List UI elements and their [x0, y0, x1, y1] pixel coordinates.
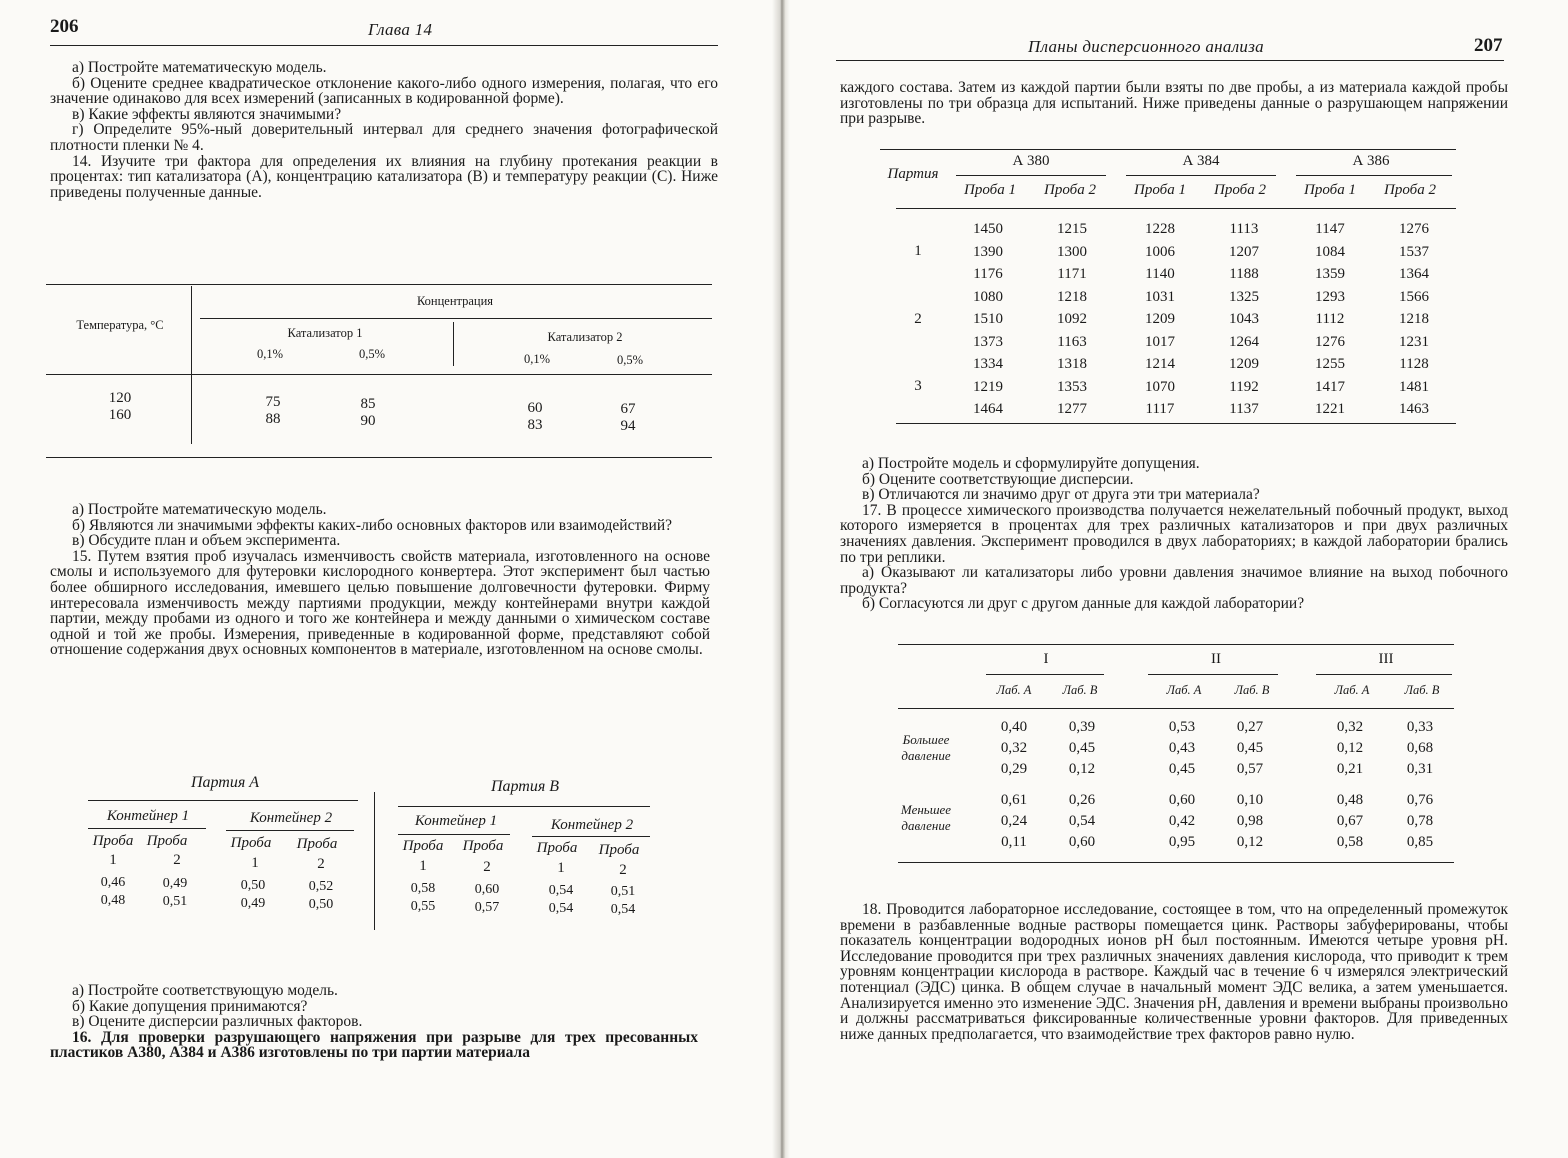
item-a: а) Постройте соответствующую модель. — [72, 982, 338, 999]
data-column: 0,53 0,43 0,45 — [1168, 719, 1196, 777]
data-column: 1113 1207 1188 1325 1043 1264 1209 1192 1137 — [1229, 221, 1259, 417]
data-column: 0,48 0,67 0,58 — [1336, 792, 1364, 850]
data-column: 0,58 0,55 — [410, 881, 436, 914]
data-column: 0,39 0,45 0,12 — [1068, 719, 1096, 777]
proba-number: 2 — [173, 852, 181, 868]
proba-number: 2 — [619, 862, 627, 878]
problem-14: 14. Изучите три фактора для определения их влияния на глубину протекания реакции в процентах: тип катализатора (А), концентрацию катализатора (В) и температуру реакции (С). Ниже приведены полученные данные. — [50, 152, 718, 201]
item-v: в) Обсудите план и объем эксперимента. — [72, 532, 341, 550]
data-column: 0,61 0,24 0,11 — [1000, 792, 1028, 850]
conc-label: 0,1% — [256, 347, 284, 361]
data-column: 0,60 0,57 — [474, 882, 500, 915]
data-column: 1147 1084 1359 1293 1112 1276 1255 1417 1221 — [1315, 221, 1345, 417]
text-block-2 — [840, 456, 1508, 612]
proba-number: 1 — [557, 860, 565, 876]
item-b: б) Оцените среднее квадратическое отклонение какого-либо одного измерения, полагая, что его значение одинаково для всех измерений (записанных в кодированной форме). — [50, 74, 718, 108]
partiya-a: Партия А — [190, 774, 260, 791]
problem-15: 15. Путем взятия проб изучалась изменчивость свойств материала, изготовленного на основе смолы и используемого для футеровки кислородного конвертера. Этот эксперимент был частью более обширного исследования, имевшего целью повышение долговечности футеровки. Фирму интересовала изменчивость между партиями продукции, между контейнерами внутри каждой партии, между пробами из одного и того же контейнера и между данными о химическом составе одной и той же пробы. Измерения, приведенные в кодированной форме, представляют собой отношение содержания двух основных компонентов в материале, изготовленном на основе смолы. — [50, 547, 710, 659]
text-block-1 — [840, 80, 1508, 127]
conc-label: 0,5% — [616, 353, 644, 367]
low-pressure-label: Меньшее давление — [900, 802, 952, 833]
item-g: г) Определите 95%-ный доверительный интервал для среднего значения фотографической плотности пленки № 4. — [50, 121, 718, 154]
lab-header: Лаб. В — [1234, 683, 1270, 697]
proba-header: Проба 2 — [1044, 182, 1096, 198]
container-header: Контейнер 1 — [414, 813, 498, 829]
lab-header: Лаб. А — [1334, 683, 1370, 697]
proba-header: Проба 2 — [1384, 182, 1436, 198]
item-b: б) Оцените соответствующие дисперсии. — [862, 470, 1134, 488]
temperature-values: 120 160 — [108, 390, 132, 423]
data-column: 0,51 0,54 — [610, 884, 636, 917]
partiya-header: Партия — [887, 166, 939, 182]
lab-header: Лаб. В — [1062, 683, 1098, 697]
cell-values: 60 83 — [527, 400, 543, 433]
proba-label: Проба — [598, 842, 640, 858]
proba-number: 1 — [109, 852, 117, 868]
proba-label: Проба — [536, 840, 578, 856]
item-a: а) Постройте математическую модель. — [72, 59, 327, 76]
proba-label: Проба — [296, 836, 338, 852]
temp-header: Температура, °С — [76, 318, 164, 332]
running-head: Планы дисперсионного анализа — [1028, 37, 1264, 56]
data-column: 0,32 0,12 0,21 — [1336, 719, 1364, 777]
page-number: 206 — [50, 16, 79, 37]
running-head: Глава 14 — [368, 20, 433, 39]
proba-header: Проба 1 — [964, 182, 1016, 198]
catalyst-header: I — [1043, 651, 1049, 667]
text-block-2 — [50, 502, 710, 658]
item-v: в) Какие эффекты являются значимыми? — [72, 105, 342, 123]
container-header: Контейнер 1 — [106, 808, 190, 824]
item-b: б) Являются ли значимыми эффекты каких-либо основных факторов или взаимодействий? — [72, 516, 673, 534]
lab-header: Лаб. В — [1404, 683, 1440, 697]
lab-header: Лаб. А — [996, 683, 1032, 697]
item-v: в) Оцените дисперсии различных факторов. — [72, 1013, 363, 1031]
page-number: 207 — [1474, 35, 1503, 56]
proba-number: 1 — [419, 858, 427, 874]
data-column: 1228 1006 1140 1031 1209 1017 1214 1070 1117 — [1145, 221, 1175, 417]
data-column: 0,76 0,78 0,85 — [1406, 792, 1434, 850]
data-column: 0,60 0,42 0,95 — [1168, 792, 1196, 850]
problem-18: 18. Проводится лабораторное исследование, состоящее в том, что на определенный промежуток времени в разбавленные водные растворы помещается цинк. Растворы забуферированы, чтобы показатель концентрации водородных ионов рН был постоянным. Имеются четыре уровня рН. Исследование проводится при трех различных значениях давления кислорода, что приводит к трем уровням концентрации кислорода в растворе. Каждый час в течение 6 ч измерялся электрический потенциал (ЭДС) цинка. В общем случае в начальный момент ЭДС велика, а затем уменьшается. Анализируется именно это изменение ЭДС. Значения рН, давления и времени выбраны произвольно и должны рассматриваться фиксированные количественные уровни факторов. Для приведенных ниже данных предполагается, что взаимодействие трех факторов равно нулю. — [840, 901, 1508, 1043]
proba-number: 2 — [483, 859, 491, 875]
text-block-3 — [840, 902, 1508, 1042]
partiya-b: Партия В — [490, 778, 560, 795]
proba-label: Проба — [92, 833, 134, 849]
data-column: 0,54 0,54 — [548, 883, 574, 916]
header-rule — [50, 45, 718, 46]
conc-label: 0,5% — [358, 347, 386, 361]
concentration-header: Концентрация — [416, 294, 494, 308]
left-page — [0, 0, 770, 1158]
batch-numbers: 1 2 3 — [914, 243, 922, 394]
catalyst-1-header: Катализатор 1 — [287, 326, 363, 340]
data-column: 0,27 0,45 0,57 — [1236, 719, 1264, 777]
item-a: а) Оказывают ли катализаторы либо уровни давления значимое влияние на выход побочного продукта? — [840, 564, 1508, 597]
item-a: а) Постройте модель и сформулируйте допущения. — [862, 455, 1200, 472]
data-column: 1276 1537 1364 1566 1218 1231 1128 1481 1463 — [1399, 221, 1429, 417]
data-column: 0,52 0,50 — [308, 879, 334, 912]
item-b: б) Согласуются ли друг с другом данные для каждой лаборатории? — [862, 595, 1305, 613]
proba-label: Проба — [230, 835, 272, 851]
data-column: 0,49 0,51 — [162, 876, 188, 909]
proba-header: Проба 1 — [1134, 182, 1186, 198]
proba-header: Проба 2 — [1214, 182, 1266, 198]
header-rule — [836, 60, 1504, 61]
conc-label: 0,1% — [523, 352, 551, 366]
material-header: А 386 — [1352, 153, 1390, 169]
proba-label: Проба — [146, 833, 188, 849]
high-pressure-label: Большее давление — [901, 732, 951, 763]
cell-values: 67 94 — [620, 401, 636, 434]
material-header: А 384 — [1182, 153, 1220, 169]
catalyst-2-header: Катализатор 2 — [547, 330, 623, 344]
item-b: б) Какие допущения принимаются? — [72, 997, 308, 1015]
catalyst-header: III — [1378, 651, 1394, 667]
material-header: А 380 — [1012, 153, 1050, 169]
text-block-1 — [50, 60, 718, 200]
data-column: 1215 1300 1171 1218 1092 1163 1318 1353 1277 — [1057, 221, 1087, 417]
text-block-3 — [50, 983, 698, 1061]
data-column: 0,26 0,54 0,60 — [1068, 792, 1096, 850]
problem-16: 16. Для проверки разрушающего напряжения при разрыве для трех пресованных пластиков А380, А384 и А386 изготовлены по три партии материала — [50, 1028, 698, 1062]
proba-label: Проба — [402, 838, 444, 854]
catalyst-header: II — [1211, 651, 1221, 667]
proba-header: Проба 1 — [1304, 182, 1356, 198]
item-a: а) Постройте математическую модель. — [72, 501, 327, 518]
container-header: Контейнер 2 — [249, 810, 333, 826]
data-column: 0,50 0,49 — [240, 878, 266, 911]
book-spine — [772, 0, 790, 1158]
problem-16-continued: каждого состава. Затем из каждой партии были взяты по две пробы, а из материала каждой пробы изготовлены по три образца для испытаний. Ниже приведены данные о разрушающем напряжении при разрыве. — [840, 79, 1508, 128]
problem-17: 17. В процессе химического производства получается нежелательный побочный продукт, выход которого измеряется в процентах для трех различных катализаторов и при двух различных значениях давления. Эксперимент проводился в двух лабораториях; в каждой лаборатории брались по три реплики. — [840, 501, 1508, 566]
data-column: 0,40 0,32 0,29 — [1000, 719, 1028, 777]
proba-label: Проба — [462, 838, 504, 854]
cell-values: 85 90 — [360, 396, 376, 429]
data-column: 0,46 0,48 — [100, 875, 126, 908]
data-column: 0,10 0,98 0,12 — [1236, 792, 1264, 850]
cell-values: 75 88 — [265, 394, 281, 427]
container-header: Контейнер 2 — [550, 817, 634, 833]
item-v: в) Отличаются ли значимо друг от друга эти три материала? — [862, 486, 1260, 504]
proba-number: 2 — [317, 856, 325, 872]
right-page — [790, 0, 1568, 1158]
data-column: 1450 1390 1176 1080 1510 1373 1334 1219 1464 — [973, 221, 1003, 417]
data-column: 0,33 0,68 0,31 — [1406, 719, 1434, 777]
lab-header: Лаб. А — [1166, 683, 1202, 697]
proba-number: 1 — [251, 855, 259, 871]
